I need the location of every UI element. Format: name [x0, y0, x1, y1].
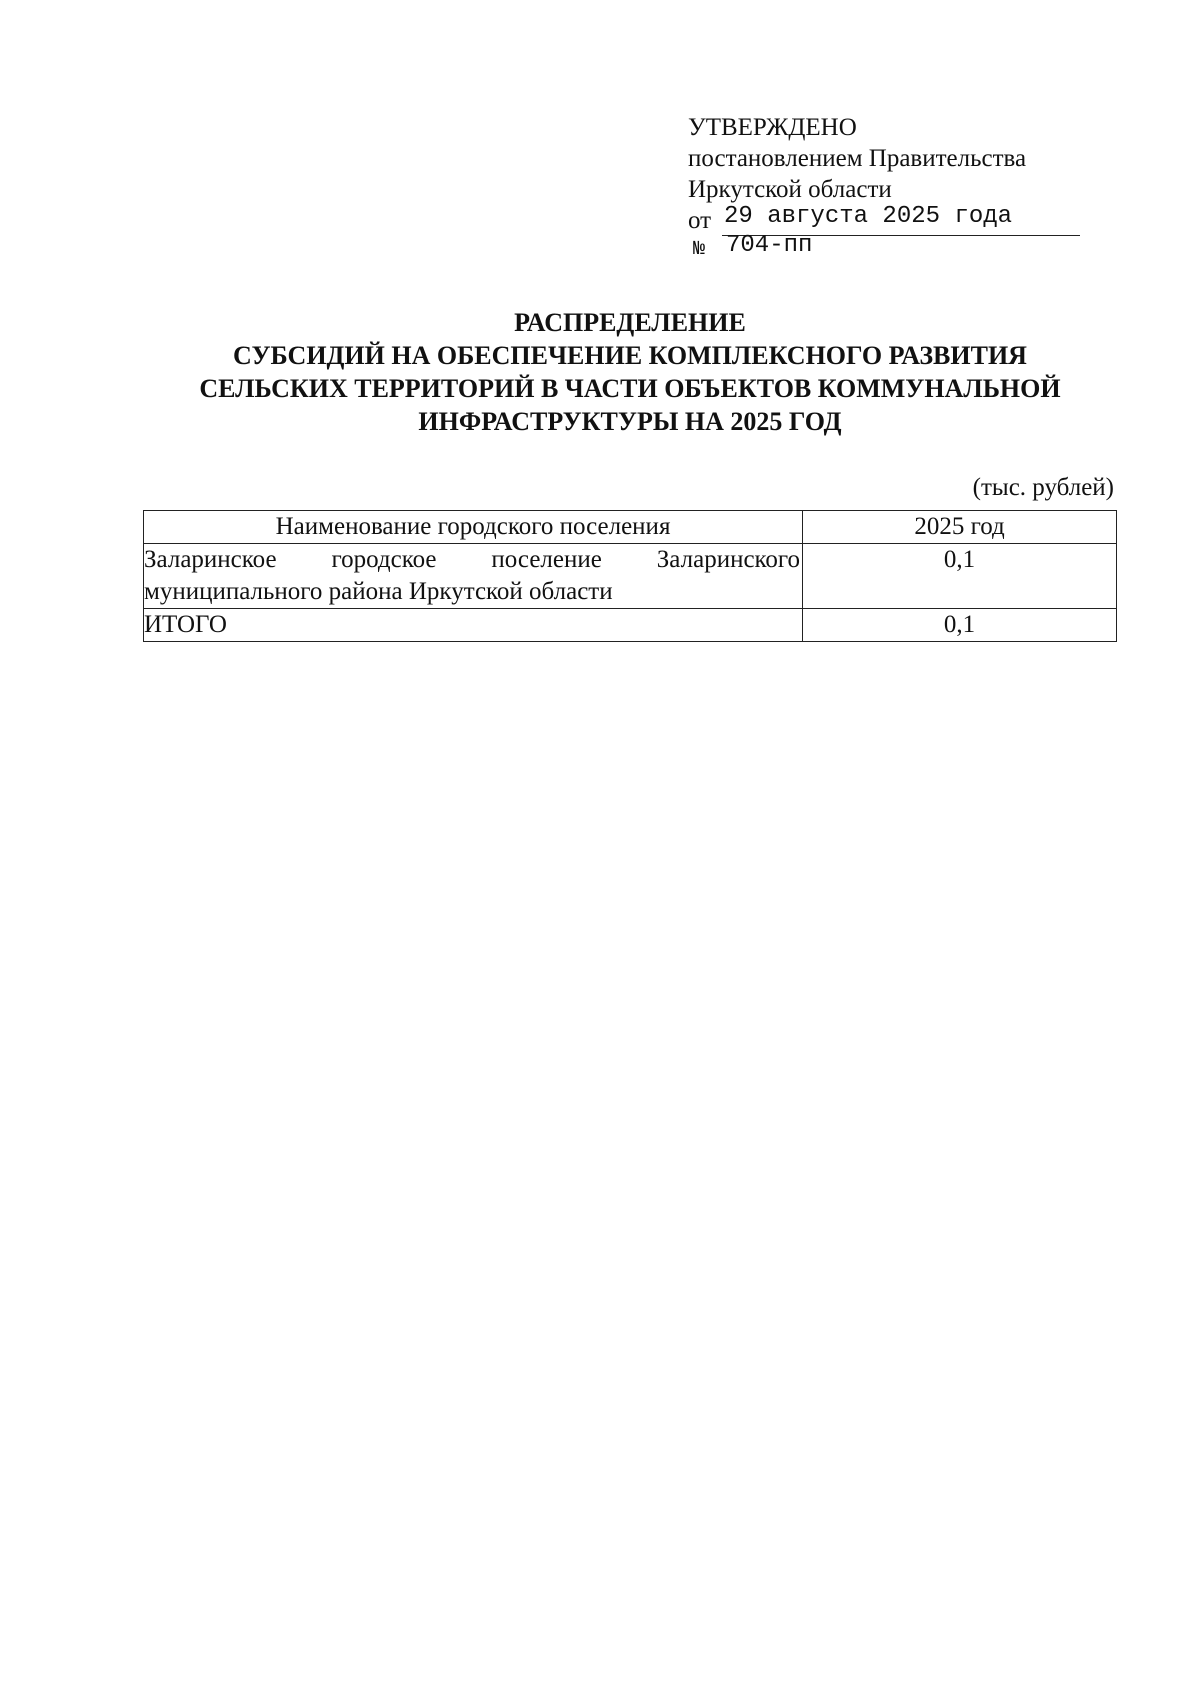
approval-line-2: Иркутской области: [688, 176, 892, 203]
approval-line-1: постановлением Правительства: [688, 145, 1027, 172]
distribution-table: [143, 510, 1117, 642]
total-label-cell: ИТОГО: [144, 609, 803, 642]
document-title: [140, 306, 1120, 438]
unit-label: (тыс. рублей): [972, 474, 1114, 501]
approval-block: [688, 112, 1088, 266]
approval-date-value: 29 августа 2025 года: [724, 203, 1013, 230]
header-year: 2025 год: [803, 511, 1117, 544]
settlement-value-cell: 0,1: [803, 544, 1117, 609]
total-row: [144, 609, 1117, 642]
table-header-row: [144, 511, 1117, 544]
approval-number-line: [688, 232, 1088, 266]
title-line-4: ИНФРАСТРУКТУРЫ НА 2025 ГОД: [418, 407, 842, 436]
approval-number-value: 704-пп: [726, 232, 813, 259]
title-line-3: СЕЛЬСКИХ ТЕРРИТОРИЙ В ЧАСТИ ОБЪЕКТОВ КОММУНАЛЬНОЙ: [199, 374, 1061, 403]
settlement-name-cell: Заларинское городское поселение Заларинского муниципального района Иркутской области: [144, 544, 803, 609]
total-value-cell: 0,1: [803, 609, 1117, 642]
header-settlement-name: Наименование городского поселения: [144, 511, 803, 544]
title-line-2: СУБСИДИЙ НА ОБЕСПЕЧЕНИЕ КОМПЛЕКСНОГО РАЗВИТИЯ: [233, 341, 1027, 370]
approval-number-sign: №: [693, 238, 706, 261]
approval-date-prefix: от: [688, 207, 712, 234]
approval-heading: УТВЕРЖДЕНО: [688, 114, 857, 141]
table-row: [144, 544, 1117, 609]
title-line-1: РАСПРЕДЕЛЕНИЕ: [514, 308, 746, 337]
